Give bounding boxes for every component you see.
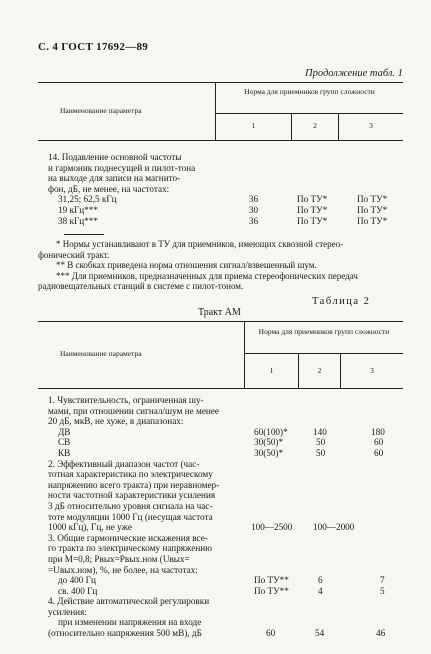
table2-header-rule	[38, 388, 403, 389]
table2-cell: 140	[313, 426, 327, 437]
text-line: 2. Эффективный диапазон частот (час-	[48, 458, 200, 469]
table2-cell: 60(100)*	[254, 426, 288, 437]
table2-cell: 30(50)*	[254, 448, 284, 458]
table2-cell: 100—2500	[251, 522, 293, 533]
text-line: СВ	[58, 437, 71, 448]
table2-cell: 100—2000	[313, 522, 355, 533]
table1-cell: По ТУ*	[357, 205, 388, 215]
table2-param-text	[48, 395, 219, 639]
table1-param-header: Наименование параметра	[60, 106, 142, 115]
table2-cell: 180	[371, 426, 385, 437]
page-header: С. 4 ГОСТ 17692—89	[38, 41, 149, 53]
text-line: тотная характеристика по электрическому	[48, 469, 213, 480]
text-line: тоте модуляции 1000 Гц (несущая частота	[48, 511, 213, 522]
footnote-line: * Нормы устанавливают в ТУ для приемников, имеющих сквозной стерео-	[56, 239, 344, 249]
text-line: ности частотной характеристики усиления	[48, 490, 216, 501]
text-line: 1. Чувствительность, ограниченная шу-	[48, 395, 204, 405]
table2-col-label: 1	[269, 366, 274, 375]
table1-header-rule	[38, 140, 403, 141]
text-line: го тракта по электрическому напряжению	[48, 543, 213, 554]
table1-cell: 36	[248, 215, 259, 226]
footnote-line: *** Для приемников, предназначенных для приема стереофонических передач	[56, 270, 358, 281]
table2-group-header: Норма для приемников групп сложности	[258, 327, 390, 336]
table2-subtitle: Тракт АМ	[198, 307, 241, 318]
table1-cell: По ТУ*	[297, 215, 328, 226]
text-line: на выходе для записи на магнито-	[48, 173, 181, 184]
table1-cell: По ТУ*	[357, 215, 388, 226]
text-line: усиления:	[48, 606, 87, 617]
text-line: мами, при отношении сигнал/шум не менее	[48, 405, 219, 416]
text-line: 20 дБ, мкВ, не хуже, в диапазонах:	[48, 416, 184, 427]
text-line: св. 400 Гц	[58, 585, 98, 596]
table2-cell: 60	[374, 437, 384, 448]
text-line: КВ	[58, 447, 71, 458]
table1-col-label: 3	[369, 121, 373, 130]
text-line: до 400 Гц	[58, 575, 96, 586]
text-line: напряжению всего тракта) при неравномер-	[48, 479, 220, 490]
table1-cell: 36	[248, 194, 259, 205]
text-line: 1000 кГц), Гц, не уже	[48, 522, 132, 533]
footnotes	[38, 239, 358, 292]
table2-col-label: 2	[317, 366, 322, 375]
table2-cell: 5	[380, 585, 385, 596]
text-line: 38 кГц***	[58, 215, 98, 226]
table1-cell: По ТУ*	[297, 194, 328, 205]
table2-cell: 30(50)*	[254, 437, 284, 448]
table1-param-text	[48, 152, 195, 226]
table1-cell: По ТУ*	[357, 194, 388, 205]
text-line: 31,25; 62,5 кГц	[58, 194, 117, 205]
table2-divider	[245, 353, 403, 354]
text-line: 4. Действие автоматической регулировки	[48, 596, 210, 607]
table2-cell: 4	[318, 585, 323, 596]
table2-param-header: Наименование параметра	[60, 349, 142, 358]
table1-col-label: 2	[313, 121, 317, 130]
table2-cell: По ТУ**	[254, 585, 289, 596]
footnote-separator	[64, 234, 104, 235]
table1-cell: 30	[248, 205, 259, 215]
table1-group-header: Норма для приемников групп сложности	[244, 87, 375, 96]
table2-cell: 54	[315, 628, 325, 639]
text-line: 3 дБ относительно уровня сигнала на час-	[48, 500, 213, 511]
table1-top-rule	[38, 82, 403, 83]
text-line: фон, дБ, не менее, на частотах:	[48, 183, 170, 194]
footnote-line: ** В скобках приведена норма отношения сигнал/взвешенный шум.	[56, 260, 317, 271]
table2-cell: 50	[316, 448, 326, 458]
text-line: при M=0,8; Pвых=Pвых.ном (Uвых=	[48, 553, 190, 564]
table2-col-label: 3	[370, 366, 374, 375]
table2-top-rule	[38, 321, 403, 322]
text-line: (относительно напряжения 500 мВ), дБ	[48, 628, 202, 639]
continuation-label: Продолжение табл. 1	[305, 68, 403, 79]
table1-col-label: 1	[251, 121, 256, 130]
table1-divider	[215, 113, 403, 114]
footnote-line: радиовещательных станций в системе с пилот-тоном.	[38, 281, 244, 292]
text-line: =Uвых.ном), %, не более, на частотах:	[48, 564, 198, 575]
table2-divider	[244, 321, 245, 388]
text-line: 14. Подавление основной частоты	[48, 152, 182, 162]
table2-cell: 60	[374, 448, 384, 458]
table2-title: Таблица 2	[312, 296, 371, 307]
table2-cell: По ТУ**	[254, 575, 289, 586]
footnote-line: фонический тракт.	[38, 249, 110, 260]
table1-cell: По ТУ*	[297, 205, 328, 215]
text-line: 3. Общие гармонические искажения все-	[48, 532, 208, 543]
text-line: при изменении напряжения на входе	[58, 617, 202, 628]
text-line: ДВ	[58, 426, 71, 437]
table2-cell: 50	[316, 437, 326, 448]
table2-cell: 7	[380, 575, 385, 586]
table2-cell: 60	[266, 628, 276, 639]
text-line: и гармоник поднесущей и пилот-тона	[48, 162, 196, 173]
table2-cell: 46	[376, 628, 386, 639]
text-line: 19 кГц***	[58, 204, 98, 215]
table2-cell: 6	[318, 575, 323, 586]
